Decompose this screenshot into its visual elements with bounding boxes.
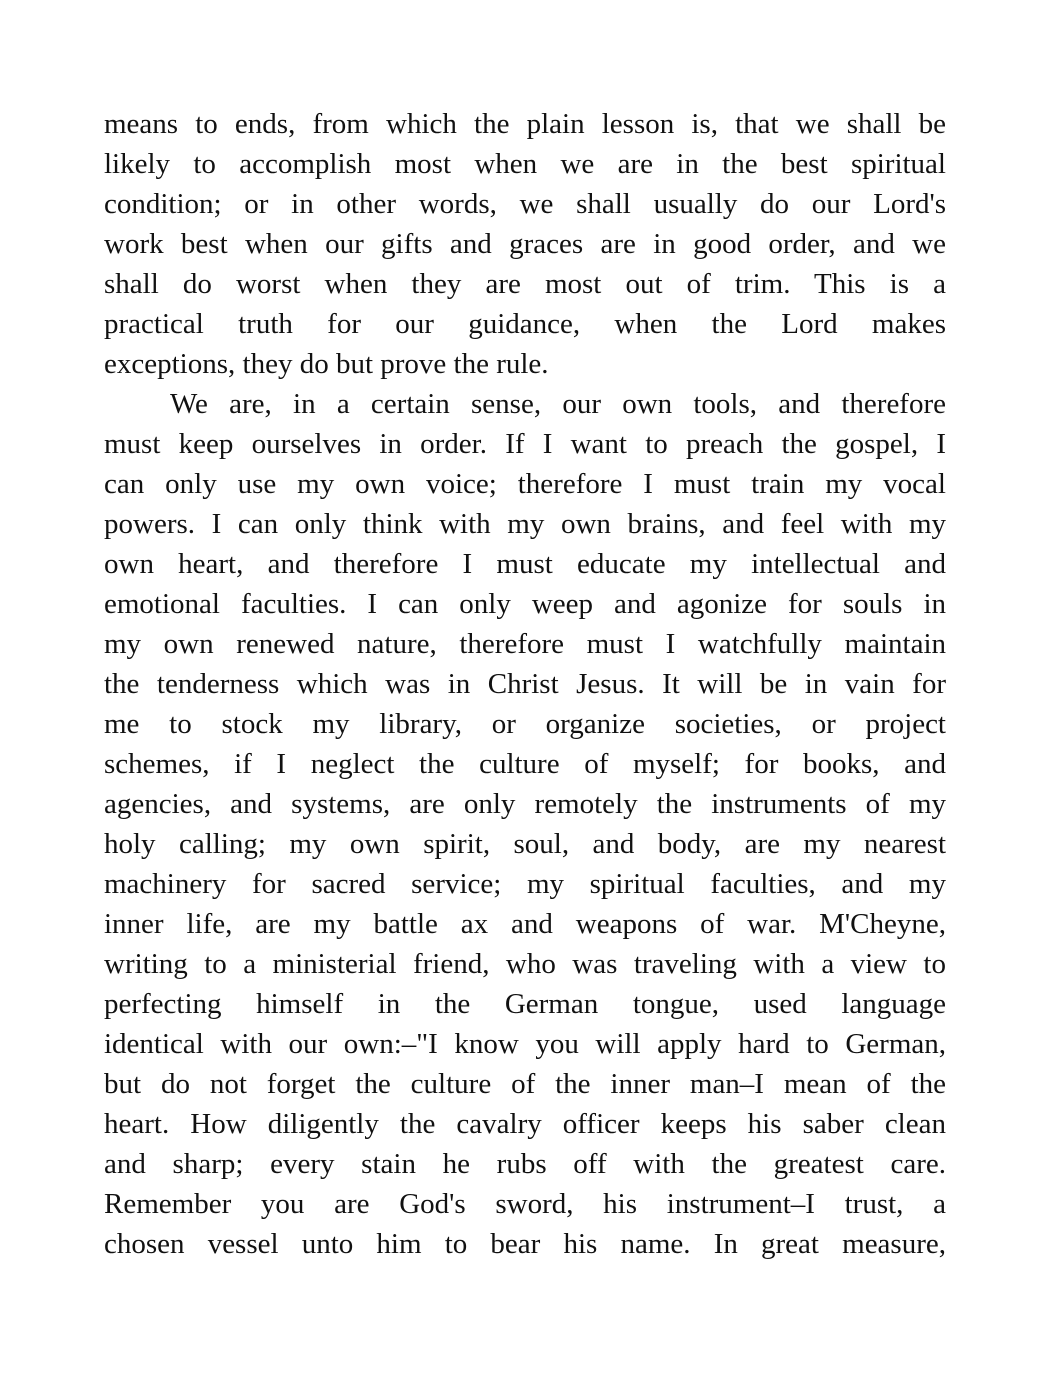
- text-line: machinery for sacred service; my spiritual faculties, and my: [104, 868, 946, 900]
- text-line: agencies, and systems, are only remotely the instruments of my: [104, 788, 946, 820]
- text-line: condition; or in other words, we shall usually do our Lord's: [104, 188, 946, 220]
- text-line: me to stock my library, or organize societies, or project: [104, 708, 946, 740]
- text-line: likely to accomplish most when we are in the best spiritual: [104, 148, 946, 180]
- text-line: heart. How diligently the cavalry officer keeps his saber clean: [104, 1108, 946, 1140]
- text-line: writing to a ministerial friend, who was traveling with a view to: [104, 948, 946, 980]
- text-line: shall do worst when they are most out of trim. This is a: [104, 268, 946, 300]
- text-line: schemes, if I neglect the culture of myself; for books, and: [104, 748, 946, 780]
- text-line: chosen vessel unto him to bear his name. In great measure,: [104, 1228, 946, 1260]
- text-line: identical with our own:–"I know you will apply hard to German,: [104, 1028, 946, 1060]
- text-line: means to ends, from which the plain lesson is, that we shall be: [104, 108, 946, 140]
- text-line: emotional faculties. I can only weep and agonize for souls in: [104, 588, 946, 620]
- text-line: can only use my own voice; therefore I must train my vocal: [104, 468, 946, 500]
- page-body: [104, 104, 946, 1264]
- paragraph-start-line: We are, in a certain sense, our own tools, and therefore: [170, 388, 946, 420]
- text-line: but do not forget the culture of the inner man–I mean of the: [104, 1068, 946, 1100]
- text-line: own heart, and therefore I must educate my intellectual and: [104, 548, 946, 580]
- paragraph-end-line: exceptions, they do but prove the rule.: [104, 348, 549, 380]
- text-line: practical truth for our guidance, when the Lord makes: [104, 308, 946, 340]
- text-line: the tenderness which was in Christ Jesus. It will be in vain for: [104, 668, 946, 700]
- text-line: and sharp; every stain he rubs off with the greatest care.: [104, 1148, 946, 1180]
- text-line: holy calling; my own spirit, soul, and body, are my nearest: [104, 828, 946, 860]
- text-line: Remember you are God's sword, his instrument–I trust, a: [104, 1188, 946, 1220]
- text-line: must keep ourselves in order. If I want to preach the gospel, I: [104, 428, 946, 460]
- text-line: powers. I can only think with my own brains, and feel with my: [104, 508, 946, 540]
- text-line: work best when our gifts and graces are in good order, and we: [104, 228, 946, 260]
- text-line: perfecting himself in the German tongue, used language: [104, 988, 946, 1020]
- text-line: my own renewed nature, therefore must I watchfully maintain: [104, 628, 946, 660]
- text-line: inner life, are my battle ax and weapons of war. M'Cheyne,: [104, 908, 946, 940]
